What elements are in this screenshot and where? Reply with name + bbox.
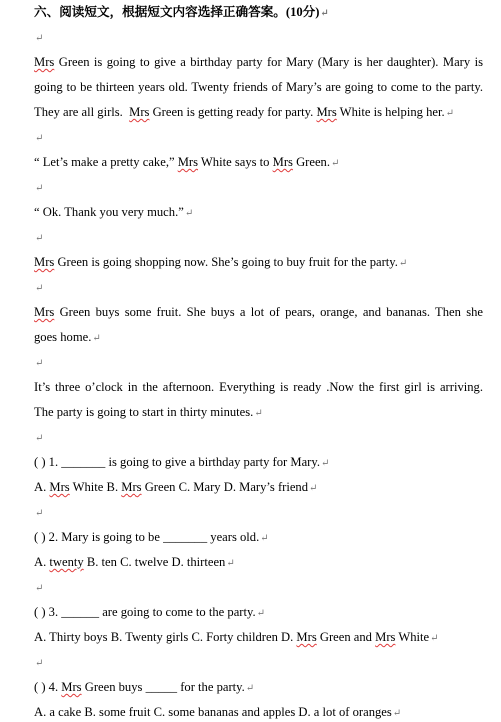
- passage-line: [34, 79, 483, 95]
- passage-line: [34, 54, 483, 70]
- section-title: 六、阅读短文，根据短文内容选择正确答案。(10分): [34, 5, 320, 19]
- empty-line: [34, 29, 483, 47]
- passage-text: The party is going to start in thirty minutes.: [34, 405, 254, 419]
- paragraph-mark: ↵: [398, 258, 408, 269]
- question-text: ( ) 2. Mary is going to be _______ years old.: [34, 530, 260, 544]
- question-text: ( ) 1. _______ is going to give a birthday party for Mary.: [34, 455, 320, 469]
- paragraph-mark: ↵: [35, 133, 44, 144]
- passage-text: goes home.: [34, 330, 92, 344]
- empty-line: [34, 229, 483, 247]
- options-text: A. Mrs White B. Mrs Green C. Mary D. Mary’s friend: [34, 480, 309, 494]
- options-text: A. Thirty boys B. Twenty girls C. Forty children D. Mrs Green and Mrs White: [34, 630, 430, 644]
- paragraph-mark: ↵: [256, 608, 266, 619]
- passage-text: Mrs Green is going to give a birthday party for Mary (Mary is her daughter). Mary is: [34, 55, 483, 69]
- passage-line: [34, 304, 483, 320]
- paragraph-mark: ↵: [260, 533, 269, 544]
- paragraph-mark: ↵: [184, 208, 194, 219]
- paragraph-mark: ↵: [35, 508, 44, 519]
- question-stem: [34, 604, 483, 622]
- question-text: ( ) 4. Mrs Green buys _____ for the party.: [34, 680, 245, 694]
- paragraph-mark: ↵: [35, 283, 44, 294]
- empty-line: [34, 179, 483, 197]
- dialog-text: “ Let’s make a pretty cake,” Mrs White says to Mrs Green.: [34, 155, 330, 169]
- paragraph-mark: ↵: [445, 108, 455, 119]
- question-stem: [34, 679, 483, 697]
- passage-text: Mrs Green is going shopping now. She’s going to buy fruit for the party.: [34, 255, 398, 269]
- question-stem: [34, 529, 483, 547]
- dialog-text: “ Ok. Thank you very much.”: [34, 205, 184, 219]
- paragraph-mark: ↵: [35, 433, 44, 444]
- paragraph-mark: ↵: [35, 583, 44, 594]
- question-options: [34, 479, 483, 497]
- paragraph-mark: ↵: [35, 183, 44, 194]
- paragraph-mark: ↵: [245, 683, 255, 694]
- paragraph-mark: ↵: [430, 633, 439, 644]
- paragraph-mark: ↵: [309, 483, 318, 494]
- question-options: [34, 554, 483, 572]
- passage-line: [34, 329, 483, 347]
- passage-line: [34, 379, 483, 395]
- question-stem: [34, 454, 483, 472]
- paragraph-mark: ↵: [35, 233, 44, 244]
- empty-line: [34, 504, 483, 522]
- paragraph-mark: ↵: [254, 408, 263, 419]
- empty-line: [34, 129, 483, 147]
- paragraph-mark: ↵: [330, 158, 340, 169]
- passage-text: Mrs White is helping her.: [316, 105, 445, 119]
- empty-line: [34, 579, 483, 597]
- paragraph-mark: ↵: [320, 8, 329, 19]
- passage-text: It’s three o’clock in the afternoon. Everything is ready .Now the first girl is arriving.: [34, 380, 483, 394]
- empty-line: [34, 279, 483, 297]
- paragraph-mark: ↵: [392, 708, 402, 719]
- empty-line: [34, 654, 483, 672]
- paragraph-mark: ↵: [321, 458, 330, 469]
- paragraph-mark: ↵: [35, 658, 44, 669]
- question-options: [34, 629, 483, 647]
- dialog-line: [34, 204, 483, 222]
- passage-text: Mrs Green is getting ready for party.: [129, 105, 314, 119]
- empty-line: [34, 354, 483, 372]
- options-text: A. twenty B. ten C. twelve D. thirteen: [34, 555, 226, 569]
- options-text: A. a cake B. some fruit C. some bananas and apples D. a lot of oranges: [34, 705, 392, 719]
- passage-line: [34, 404, 483, 422]
- question-options: [34, 704, 483, 722]
- paragraph-mark: ↵: [92, 333, 101, 344]
- dialog-line: [34, 154, 483, 172]
- section-heading: [34, 4, 483, 22]
- passage-line: [34, 104, 483, 122]
- question-text: ( ) 3. ______ are going to come to the party.: [34, 605, 256, 619]
- empty-line: [34, 429, 483, 447]
- passage-text: going to be thirteen years old. Twenty friends of Mary’s are going to come to the party.: [34, 80, 483, 94]
- paragraph-mark: ↵: [35, 33, 44, 44]
- paragraph-mark: ↵: [35, 358, 44, 369]
- paragraph-mark: ↵: [226, 558, 235, 569]
- passage-text: Mrs Green buys some fruit. She buys a lot of pears, orange, and bananas. Then she: [34, 305, 483, 319]
- passage-text: They are all girls.: [34, 105, 123, 119]
- passage-line: [34, 254, 483, 272]
